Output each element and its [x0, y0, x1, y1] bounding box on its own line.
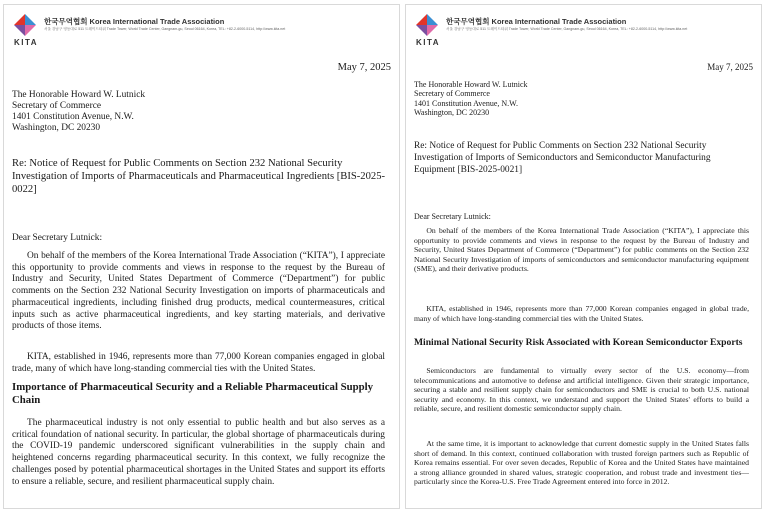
body-paragraph: The pharmaceutical industry is not only essential to public health and but also serves as a critical foundation of national security. In particular, the global shortage of pharmaceuticals during the COVID-19 pandemic underscored significant vulnerabilities in the supply chain and heightened concerns regarding pharmaceutical security. In this context, we fully recognize the challenges posed by potential pharmaceutical shortages in the United States and support its efforts to ensure a reliable, secure, and resilient pharmaceutical supply chain.	[12, 418, 385, 487]
body-paragraph: KITA, established in 1946, represents more than 77,000 Korean companies engaged in global trade, many of which have long-standing commercial ties with the United States.	[12, 352, 385, 374]
letterhead	[412, 11, 755, 51]
recipient-address	[414, 80, 528, 118]
body-paragraph: Semiconductors are fundamental to virtually every sector of the U.S. economy—from telecommunications and automotive to defense and artificial intelligence. Given their strategic importance, securing a stable and resilient supply chain for semiconductors and SME is crucial to both U.S. national security and economy. In this context, we understand and support the United States' efforts to build a reliable, secure, and resilient domestic semiconductor supply chain.	[414, 366, 749, 414]
body-paragraph: On behalf of the members of the Korea International Trade Association (“KITA”), I appreciate this opportunity to provide comments and views in response to the request by the Bureau of Industry and Security, United States Department of Commerce (“Department”) for public comments on the Section 232 National Security Investigation on imports of pharmaceuticals and pharmaceutical ingredients, including finished drug products, medical countermeasures, critical inputs such as active pharmaceutical ingredients, and key starting materials, and derivative products of those items.	[12, 251, 385, 332]
org-address: 서울 강남구 영동대로 511 트레이드타워 Trade Tower, World Trade Center, Gangnam-gu, Seoul 06164, Korea, TEL: +82-2-6000-5114, http://www.kita.net	[446, 27, 688, 31]
kita-logo-text: KITA	[13, 38, 39, 47]
letter-date: May 7, 2025	[707, 62, 753, 72]
re-subject-line: Re: Notice of Request for Public Comments on Section 232 National Security Investigation of Imports of Semiconductors and Semiconductor Manufacturing Equipment [BIS-2025-0021]	[414, 141, 711, 175]
letter-page-semiconductors	[405, 4, 762, 509]
recipient-title: Secretary of Commerce	[12, 101, 102, 111]
recipient-address	[12, 90, 145, 134]
org-name: 한국무역협회 Korea International Trade Association	[446, 17, 627, 26]
org-address: 서울 강남구 영동대로 511 트레이드타워 Trade Tower, World Trade Center, Gangnam-gu, Seoul 06164, Korea, TEL: +82-2-6000-5114, http://www.kita.net	[44, 27, 286, 31]
salutation: Dear Secretary Lutnick:	[414, 212, 491, 221]
recipient-title: Secretary of Commerce	[414, 89, 490, 99]
section-heading: Importance of Pharmaceutical Security and a Reliable Pharmaceutical Supply Chain	[12, 381, 374, 406]
recipient-city: Washington, DC 20230	[414, 108, 490, 118]
recipient-name: The Honorable Howard W. Lutnick	[12, 90, 146, 100]
letter-page-pharmaceuticals	[3, 4, 400, 509]
kita-logo	[412, 11, 444, 51]
re-subject-line: Re: Notice of Request for Public Comments on Section 232 National Security Investigation of Imports of Pharmaceuticals and Pharmaceutical Ingredients [BIS-2025-0022]	[12, 158, 386, 195]
letterhead	[10, 11, 393, 51]
kita-logo	[10, 11, 42, 51]
kita-logo-icon	[13, 13, 37, 37]
salutation: Dear Secretary Lutnick:	[12, 233, 103, 243]
body-paragraph: On behalf of the members of the Korea International Trade Association (“KITA”), I appreciate this opportunity to provide comments and views in response to the request by the Bureau of Industry and Security, United States Department of Commerce (“Department”) for public comments on the Section 232 National Security Investigation of imports of semiconductors and semiconductor manufacturing equipment (SME), and their derivative products.	[414, 226, 749, 274]
kita-logo-icon	[415, 13, 439, 37]
recipient-name: The Honorable Howard W. Lutnick	[414, 80, 528, 89]
kita-logo-text: KITA	[415, 38, 441, 47]
recipient-street: 1401 Constitution Avenue, N.W.	[12, 112, 134, 122]
org-name: 한국무역협회 Korea International Trade Association	[44, 17, 225, 26]
recipient-city: Washington, DC 20230	[12, 123, 101, 133]
letter-date: May 7, 2025	[337, 62, 391, 73]
body-paragraph: At the same time, it is important to acknowledge that current domestic supply in the United States falls short of demand. In this context, continued collaboration with trusted foreign partners such as Republic of Korea remains essential. For over seven decades, Republic of Korea and the United States have maintained a strong alliance grounded in shared values, strategic cooperation, and robust trade and investment ties—particularly since the Korea-U.S. Free Trade Agreement entered into force in 2012.	[414, 439, 749, 487]
body-paragraph: KITA, established in 1946, represents more than 77,000 Korean companies engaged in global trade, many of which have long-standing commercial ties with the United States.	[414, 304, 749, 323]
section-heading: Minimal National Security Risk Associated with Korean Semiconductor Exports	[414, 337, 743, 348]
recipient-street: 1401 Constitution Avenue, N.W.	[414, 98, 518, 108]
